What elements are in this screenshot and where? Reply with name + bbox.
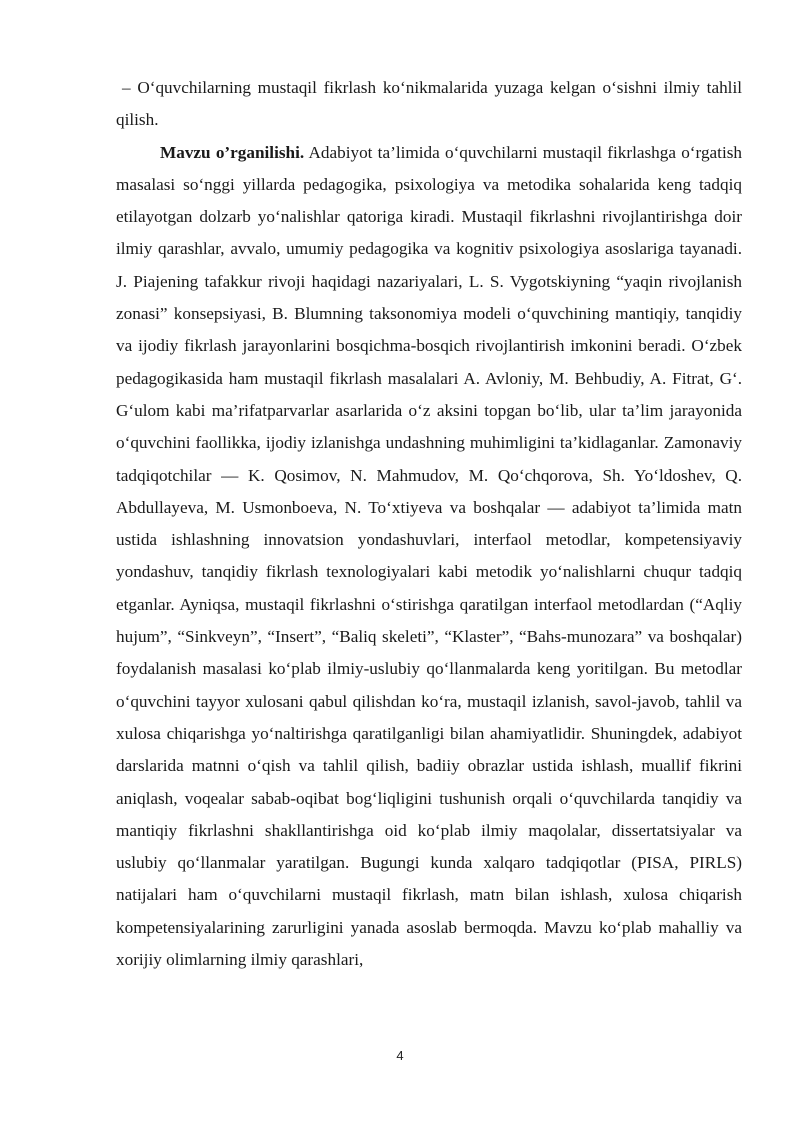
section-body: Adabiyot ta’limida o‘quvchilarni mustaqil fikrlashga o‘rgatish masalasi so‘nggi yillarda pedagogika, psixologiya va metodika sohalarida keng tadqiq etilayotgan dolzarb yo‘nalishlar qatoriga kiradi. Mustaqil fikrlashni rivojlantirishga doir ilmiy qarashlar, avvalo, umumiy pedagogika va kognitiv psixologiya asoslariga tayanadi. J. Piajening tafakkur rivoji haqidagi nazariyalari, L. S. Vygotskiyning “yaqin rivojlanish zonasi” konsepsiyasi, B. Blumning taksonomiya modeli o‘quvchining mantiqiy, tanqidiy va ijodiy fikrlash jarayonlarini bosqichma-bosqich rivojlantirish imkonini beradi. O‘zbek pedagogikasida ham mustaqil fikrlash masalalari A. Avloniy, M. Behbudiy, A. Fitrat, G‘. G‘ulom kabi ma’rifatparvarlar asarlarida o‘z aksini topgan bo‘lib, ular ta’lim jarayonida o‘quvchini faollikka, ijodiy izlanishga undashning muhimligini ta’kidlaganlar. Zamonaviy tadqiqotchilar — K. Qosimov, N. Mahmudov, M. Qo‘chqorova, Sh. Yo‘ldoshev, Q. Abdullayeva, M. Usmonboeva, N. To‘xtiyeva va boshqalar — adabiyot ta’limida matn ustida ishlashning innovatsion yondashuvlari, interfaol metodlar, kompetensiyaviy yondashuv, tanqidiy fikrlash texnologiyalari kabi metodik yo‘nalishlarni chuqur tadqiq etganlar. Ayniqsa, mustaqil fikrlashni o‘stirishga qaratilgan interfaol metodlardan (“Aqliy hujum”, “Sinkveyn”, “Insert”, “Baliq skeleti”, “Klaster”, “Bahs-munozara” va boshqalar) foydalanish masalasi ko‘plab ilmiy-uslubiy qo‘llanmalarda keng yoritilgan. Bu metodlar o‘quvchini tayyor xulosani qabul qilishdan ko‘ra, mustaqil izlanish, savol-javob, tahlil va xulosa chiqarishga yo‘naltirishga qaratilganligi bilan ahamiyatlidir. Shuningdek, adabiyot darslarida matnni o‘qish va tahlil qilish, badiiy obrazlar ustida ishlash, muallif fikrini aniqlash, voqealar sabab-oqibat bog‘liqligini tushunish orqali o‘quvchilarda tanqidiy va mantiqiy fikrlashni shakllantirishga oid ko‘plab ilmiy maqolalar, dissertatsiyalar va uslubiy qo‘llanmalar yaratilgan. Bugungi kunda xalqaro tadqiqotlar (PISA, PIRLS) natijalari ham o‘quvchilarni mustaqil fikrlash, matn bilan ishlash, xulosa chiqarish kompetensiyalarining zarurligini yanada asoslab bermoqda. Mavzu ko‘plab mahalliy va xorijiy olimlarning ilmiy qarashlari, [116, 142, 742, 970]
section-paragraph [116, 137, 742, 977]
document-page [116, 72, 742, 976]
section-heading: Mavzu o’rganilishi. [160, 142, 305, 162]
intro-paragraph: – O‘quvchilarning mustaqil fikrlash ko‘nikmalarida yuzaga kelgan o‘sishni ilmiy tahlil qilish. [116, 78, 742, 130]
page-number: 4 [396, 1048, 404, 1063]
